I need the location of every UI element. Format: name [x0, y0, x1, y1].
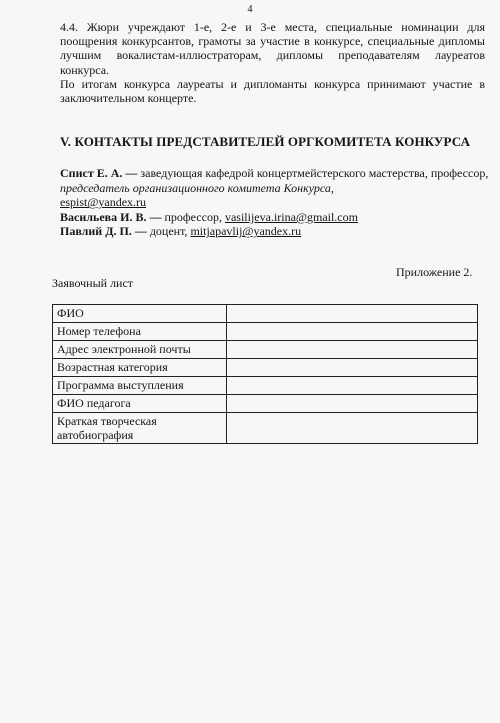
form-row-email: [53, 341, 478, 359]
contact-role: заведующая кафедрой концертмейстерского мастерства, профессор,: [140, 166, 489, 180]
contact-email-link[interactable]: vasilijeva.irina@gmail.com: [224, 209, 358, 224]
contact-dash: —: [131, 224, 150, 239]
form-row-teacher: [53, 395, 478, 413]
form-label: ФИО: [53, 305, 227, 323]
contact-dash: —: [146, 209, 165, 224]
form-label: ФИО педагога: [53, 395, 227, 413]
jury-awards-paragraph: 4.4. Жюри учреждают 1-е, 2-е и 3-е места, специальные номинации для поощрения конкурсантов, грамоты за участие в конкурсе, специальные дипломы лучшим вокалистам-иллюстраторам, дипломы преподавателям лауреатов конкурса.: [60, 20, 485, 77]
form-label: Адрес электронной почты: [53, 341, 227, 359]
form-row-phone: [53, 323, 478, 341]
contacts-block: [60, 166, 490, 239]
application-form-table: [52, 304, 478, 444]
final-concert-paragraph: По итогам конкурса лауреаты и дипломанты конкурса принимают участие в заключительном концерте.: [60, 76, 485, 106]
form-value-cell[interactable]: [227, 305, 478, 323]
form-value-cell[interactable]: [227, 341, 478, 359]
form-label: Программа выступления: [53, 377, 227, 395]
form-label: Возрастная категория: [53, 359, 227, 377]
page-number: 4: [247, 4, 253, 15]
form-value-cell[interactable]: [227, 323, 478, 341]
appendix-label: Приложение 2.: [396, 265, 473, 279]
contact-email-link[interactable]: mitjapavlij@yandex.ru: [190, 224, 302, 239]
contact-role-italic: председатель организационного комитета Конкурса,: [60, 180, 334, 195]
contact-role: профессор,: [164, 209, 225, 224]
application-form-title: Заявочный лист: [52, 276, 134, 290]
contact-pavliy: [60, 224, 490, 239]
contact-vasilieva: [60, 210, 490, 225]
contact-name: Васильева И. В.: [60, 209, 147, 224]
form-label: Номер телефона: [53, 323, 227, 341]
form-value-cell[interactable]: [227, 377, 478, 395]
form-row-name: [53, 305, 478, 323]
form-row-age-category: [53, 359, 478, 377]
form-row-program: [53, 377, 478, 395]
contact-email-link[interactable]: espist@yandex.ru: [60, 195, 147, 210]
contact-name: Спист Е. А.: [60, 166, 123, 180]
contact-role: доцент,: [149, 224, 191, 239]
section-4-4: [60, 20, 485, 105]
form-value-cell[interactable]: [227, 359, 478, 377]
contact-dash: —: [122, 166, 141, 180]
form-value-cell[interactable]: [227, 413, 478, 444]
form-value-cell[interactable]: [227, 395, 478, 413]
form-row-biography: [53, 413, 478, 444]
contact-name: Павлий Д. П.: [60, 224, 132, 239]
section-title-contacts: V. КОНТАКТЫ ПРЕДСТАВИТЕЛЕЙ ОРГКОМИТЕТА КОНКУРСА: [60, 134, 471, 149]
contact-spist: [60, 166, 490, 210]
form-label: Краткая творческая автобиография: [53, 413, 227, 444]
